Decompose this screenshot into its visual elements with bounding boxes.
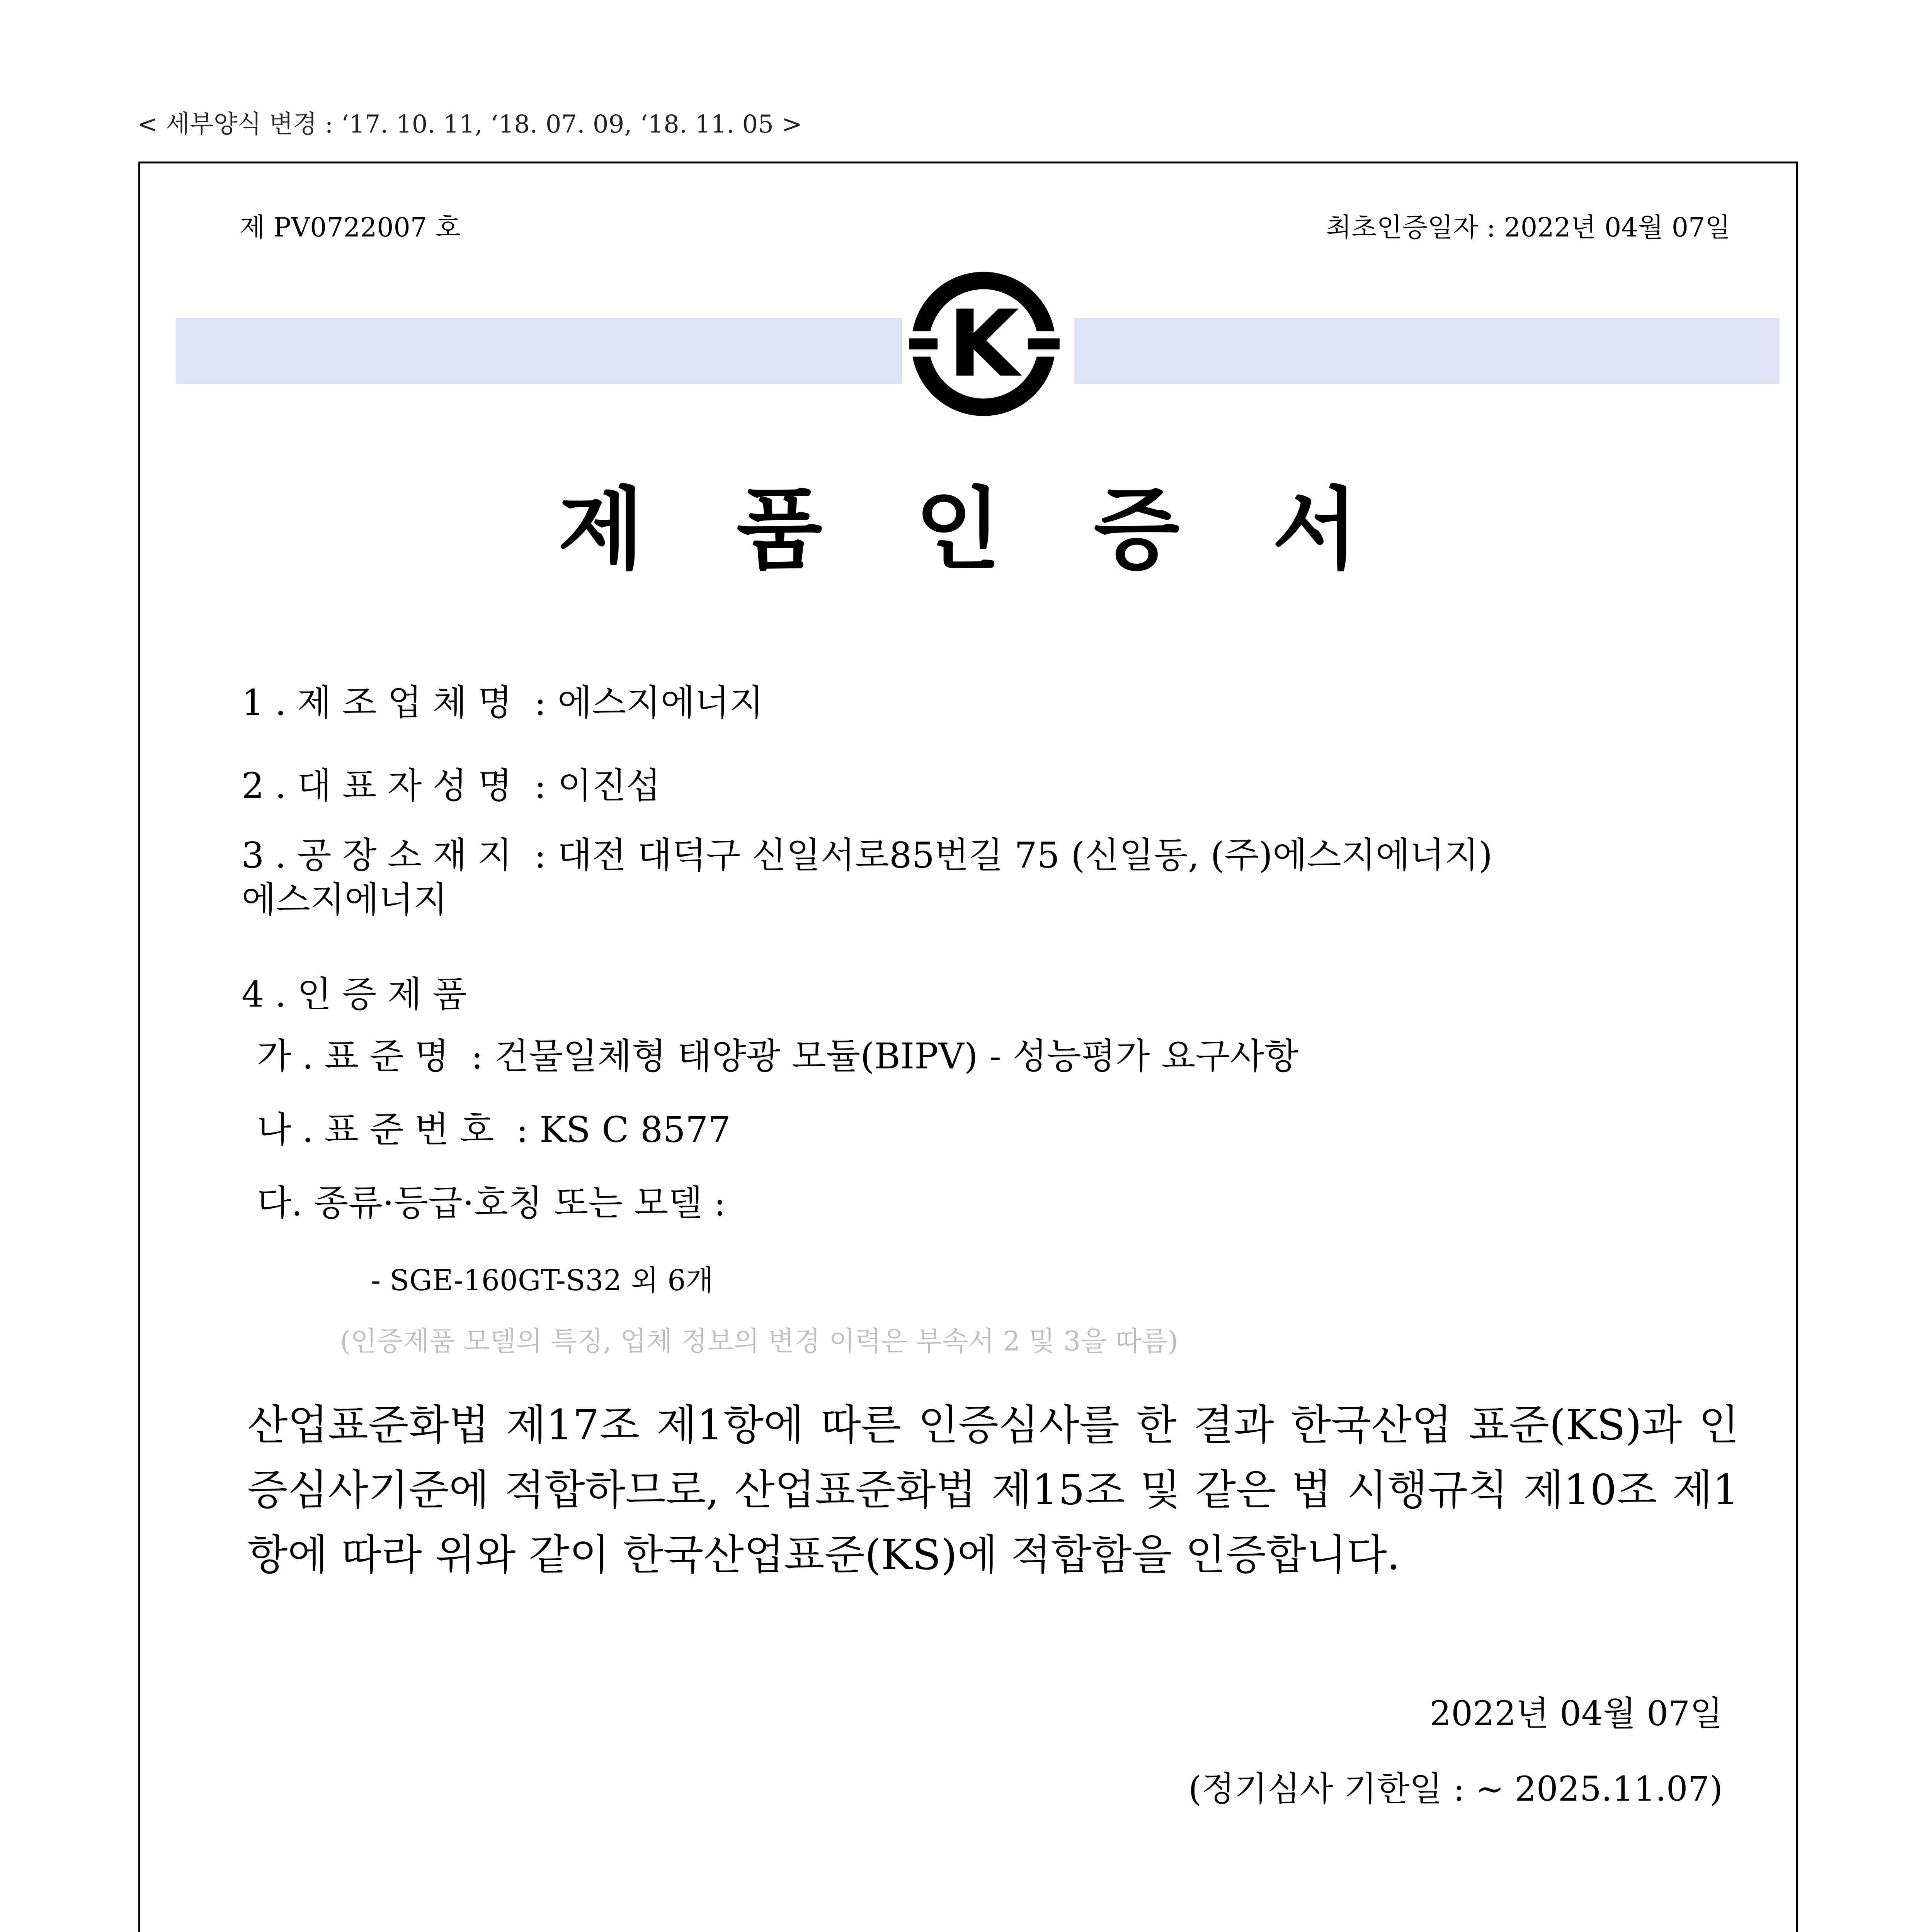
field-standard-name-label: 가.표준명 — [257, 1036, 460, 1077]
field-ceo-value: : 이진섭 — [534, 765, 661, 806]
document-title: 제품인증서 — [558, 478, 1451, 582]
header-band-right — [1074, 318, 1780, 384]
issue-date: 2022년 04월 07일 — [1429, 1694, 1723, 1733]
field-company-label: 1.제조업체명 — [242, 682, 523, 723]
field-address-continuation: 에스지에너지 — [242, 879, 448, 920]
first-certification-date: 최초인증일자 : 2022년 04월 07일 — [1326, 213, 1731, 243]
field-address-label: 3.공장소재지 — [242, 835, 523, 876]
field-ceo — [242, 757, 660, 808]
certification-statement: 산업표준화법 제17조 제1항에 따른 인증심사를 한 결과 한국산업 표준(KS)과 인증심사기준에 적합하므로, 산업표준화법 제15조 및 같은 법 시행규칙 제10조 제1항에 따라 위와 같이 한국산업표준(KS)에 적합함을 인증합니다. — [247, 1401, 1739, 1579]
field-standard-number-value: : KS C 8577 — [516, 1109, 731, 1150]
field-address-value: : 대전 대덕구 신일서로85번길 75 (신일동, (주)에스지에너지) — [534, 835, 1493, 876]
certified-product-heading: 4.인증제품 — [242, 974, 478, 1015]
ks-certification-mark-icon — [904, 265, 1063, 423]
models-note: (인증제품 모델의 특징, 업체 정보의 변경 이력은 부속서 2 및 3을 따름) — [340, 1325, 1178, 1357]
field-standard-number — [257, 1101, 731, 1152]
field-company — [242, 674, 764, 725]
form-revision-note: < 세부양식 변경 : ‘17. 10. 11, ‘18. 07. 09, ‘18. 11. 05 > — [137, 110, 802, 139]
model-list-item: - SGE-160GT-S32 외 6개 — [371, 1264, 713, 1297]
field-standard-name — [257, 1028, 1298, 1079]
field-standard-number-label: 나.표준번호 — [257, 1109, 505, 1150]
models-heading: 다. 종류·등급·호칭 또는 모델 : — [257, 1182, 726, 1224]
review-deadline: (정기심사 기한일 : ~ 2025.11.07) — [1188, 1769, 1723, 1809]
header-band-left — [176, 318, 902, 384]
field-standard-name-value: : 건물일체형 태양광 모듈(BIPV) - 성능평가 요구사항 — [471, 1036, 1299, 1077]
ks-logo-letter: K — [948, 291, 1019, 398]
field-company-value: : 에스지에너지 — [534, 682, 764, 723]
field-address — [242, 827, 1492, 878]
field-ceo-label: 2.대표자성명 — [242, 765, 523, 806]
certificate-number: 제 PV0722007 호 — [240, 213, 461, 243]
